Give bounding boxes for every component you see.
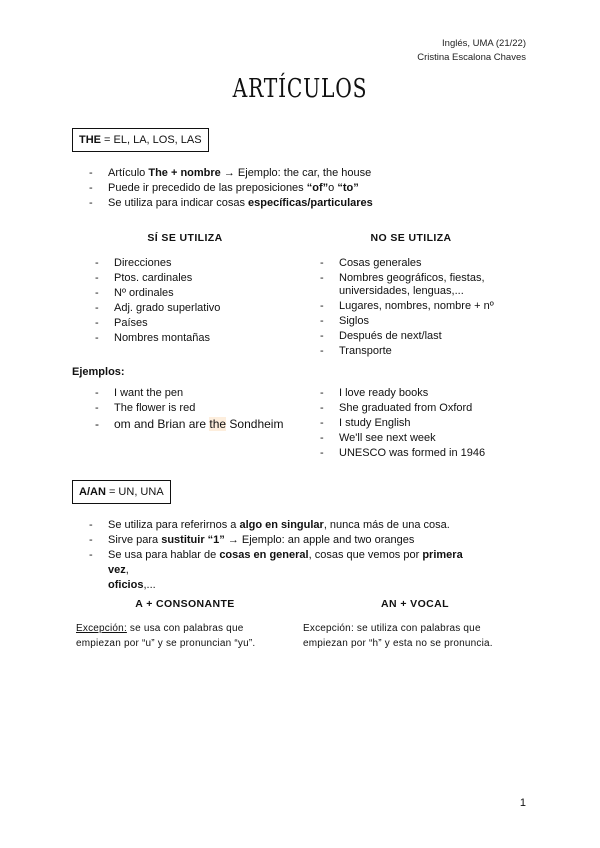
- the-rules-list: [108, 166, 548, 211]
- list-item: - Adj. grado superlativo: [114, 301, 304, 316]
- the-term: THE: [79, 134, 101, 146]
- list-item: - om and Brian are the Sondheim: [114, 416, 314, 433]
- page-number: 1: [519, 797, 526, 809]
- list-item: - The flower is red: [114, 401, 314, 416]
- a-consonante-exception: [76, 621, 286, 651]
- aan-term: A/AN: [79, 486, 106, 498]
- si-se-utiliza-list: [114, 256, 304, 346]
- the-rule-3: - Se utiliza para indicar cosas específicas/particulares: [108, 196, 548, 211]
- an-vocal-heading: AN + VOCAL: [381, 598, 449, 610]
- list-item: - Siglos: [339, 314, 514, 329]
- the-rule-2: - Puede ir precedido de las preposiciones “of”o “to”: [108, 181, 548, 196]
- list-item: - I love ready books: [339, 386, 539, 401]
- exception-text: se usa con palabras que empiezan por “u” y se pronuncian “yu”.: [76, 623, 256, 649]
- ejemplos-heading: Ejemplos:: [72, 366, 125, 378]
- list-item: - We'll see next week: [339, 431, 539, 446]
- list-item: - Direcciones: [114, 256, 304, 271]
- the-meaning: = EL, LA, LOS, LAS: [101, 134, 202, 146]
- a-consonante-heading: A + CONSONANTE: [135, 598, 235, 610]
- list-item: - Después de next/last: [339, 329, 514, 344]
- aan-rules-list: [108, 518, 483, 593]
- aan-rule-1: - Se utiliza para referirnos a algo en singular, nunca más de una cosa.: [108, 518, 483, 533]
- ejemplos-left-list: [114, 386, 314, 433]
- list-item: - I study English: [339, 416, 539, 431]
- list-item: - Lugares, nombres, nombre + nº: [339, 299, 514, 314]
- list-item: - I want the pen: [114, 386, 314, 401]
- course-label: Inglés, UMA (21/22): [442, 38, 526, 49]
- list-item: - Nombres geográficos, fiestas, universidades, lenguas,...: [339, 271, 514, 299]
- list-item: - Nº ordinales: [114, 286, 304, 301]
- si-se-utiliza-heading: SÍ SE UTILIZA: [147, 232, 223, 244]
- no-se-utiliza-heading: NO SE UTILIZA: [370, 232, 452, 244]
- list-item: - Ptos. cardinales: [114, 271, 304, 286]
- the-definition-box: [72, 128, 209, 152]
- list-item: - Transporte: [339, 344, 514, 359]
- ejemplos-right-list: [339, 386, 539, 461]
- no-se-utiliza-list: [339, 256, 514, 359]
- aan-meaning: = UN, UNA: [105, 486, 164, 498]
- exception-label: Excepción:: [76, 623, 127, 634]
- list-item: - Nombres montañas: [114, 331, 304, 346]
- the-rule-1: - Artículo The + nombre → Ejemplo: the car, the house: [108, 166, 548, 181]
- page-title: ARTÍCULOS: [232, 74, 368, 104]
- aan-definition-box: [72, 480, 171, 504]
- aan-rule-2: - Sirve para sustituir “1” → Ejemplo: an apple and two oranges: [108, 533, 483, 548]
- list-item: - She graduated from Oxford: [339, 401, 539, 416]
- list-item: - Países: [114, 316, 304, 331]
- author-name: Cristina Escalona Chaves: [417, 52, 526, 63]
- list-item: - Cosas generales: [339, 256, 514, 271]
- aan-rule-3: - Se usa para hablar de cosas en general, cosas que vemos por primera vez, oficios,...: [108, 548, 483, 593]
- an-vocal-exception: Excepción: se utiliza con palabras que empiezan por “h” y esta no se pronuncia.: [303, 623, 493, 649]
- list-item: - UNESCO was formed in 1946: [339, 446, 539, 461]
